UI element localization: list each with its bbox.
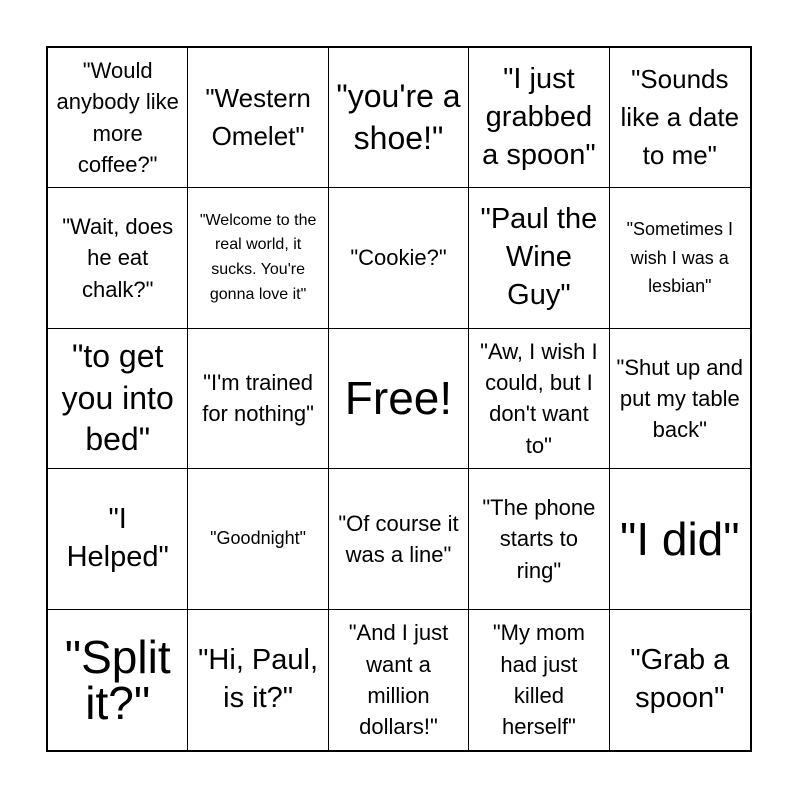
bingo-cell[interactable]: "And I just want a million dollars!" [329,610,469,750]
bingo-cell[interactable]: "Aw, I wish I could, but I don't want to" [469,329,609,469]
bingo-cell[interactable]: "Split it?" [48,610,188,750]
bingo-cell[interactable]: "Wait, does he eat chalk?" [48,188,188,328]
bingo-cell[interactable]: "Goodnight" [188,469,328,609]
bingo-cell[interactable]: "Sometimes I wish I was a lesbian" [610,188,750,328]
bingo-cell[interactable]: "I'm trained for nothing" [188,329,328,469]
bingo-cell[interactable]: "Cookie?" [329,188,469,328]
bingo-board [46,46,752,752]
bingo-cell[interactable]: "The phone starts to ring" [469,469,609,609]
bingo-cell[interactable]: "My mom had just killed herself" [469,610,609,750]
bingo-cell[interactable]: "I just grabbed a spoon" [469,48,609,188]
bingo-cell[interactable]: "Would anybody like more coffee?" [48,48,188,188]
bingo-cell[interactable]: "Welcome to the real world, it sucks. You're gonna love it" [188,188,328,328]
bingo-cell[interactable]: "Western Omelet" [188,48,328,188]
bingo-cell[interactable]: "Shut up and put my table back" [610,329,750,469]
bingo-cell[interactable]: "Grab a spoon" [630,643,730,714]
bingo-cell[interactable]: "Of course it was a line" [329,469,469,609]
bingo-cell[interactable]: "Paul the Wine Guy" [469,188,609,328]
free-space[interactable]: Free! [329,329,469,469]
bingo-cell[interactable]: "you're a shoe!" [329,48,469,188]
bingo-cell[interactable]: "Hi, Paul, is it?" [188,610,328,750]
bingo-cell[interactable]: "to get you into bed" [48,329,188,469]
bingo-cell[interactable]: "I Helped" [48,469,188,609]
bingo-cell[interactable]: "Sounds like a date to me" [610,48,750,188]
bingo-cell[interactable]: "I did" [610,469,750,609]
